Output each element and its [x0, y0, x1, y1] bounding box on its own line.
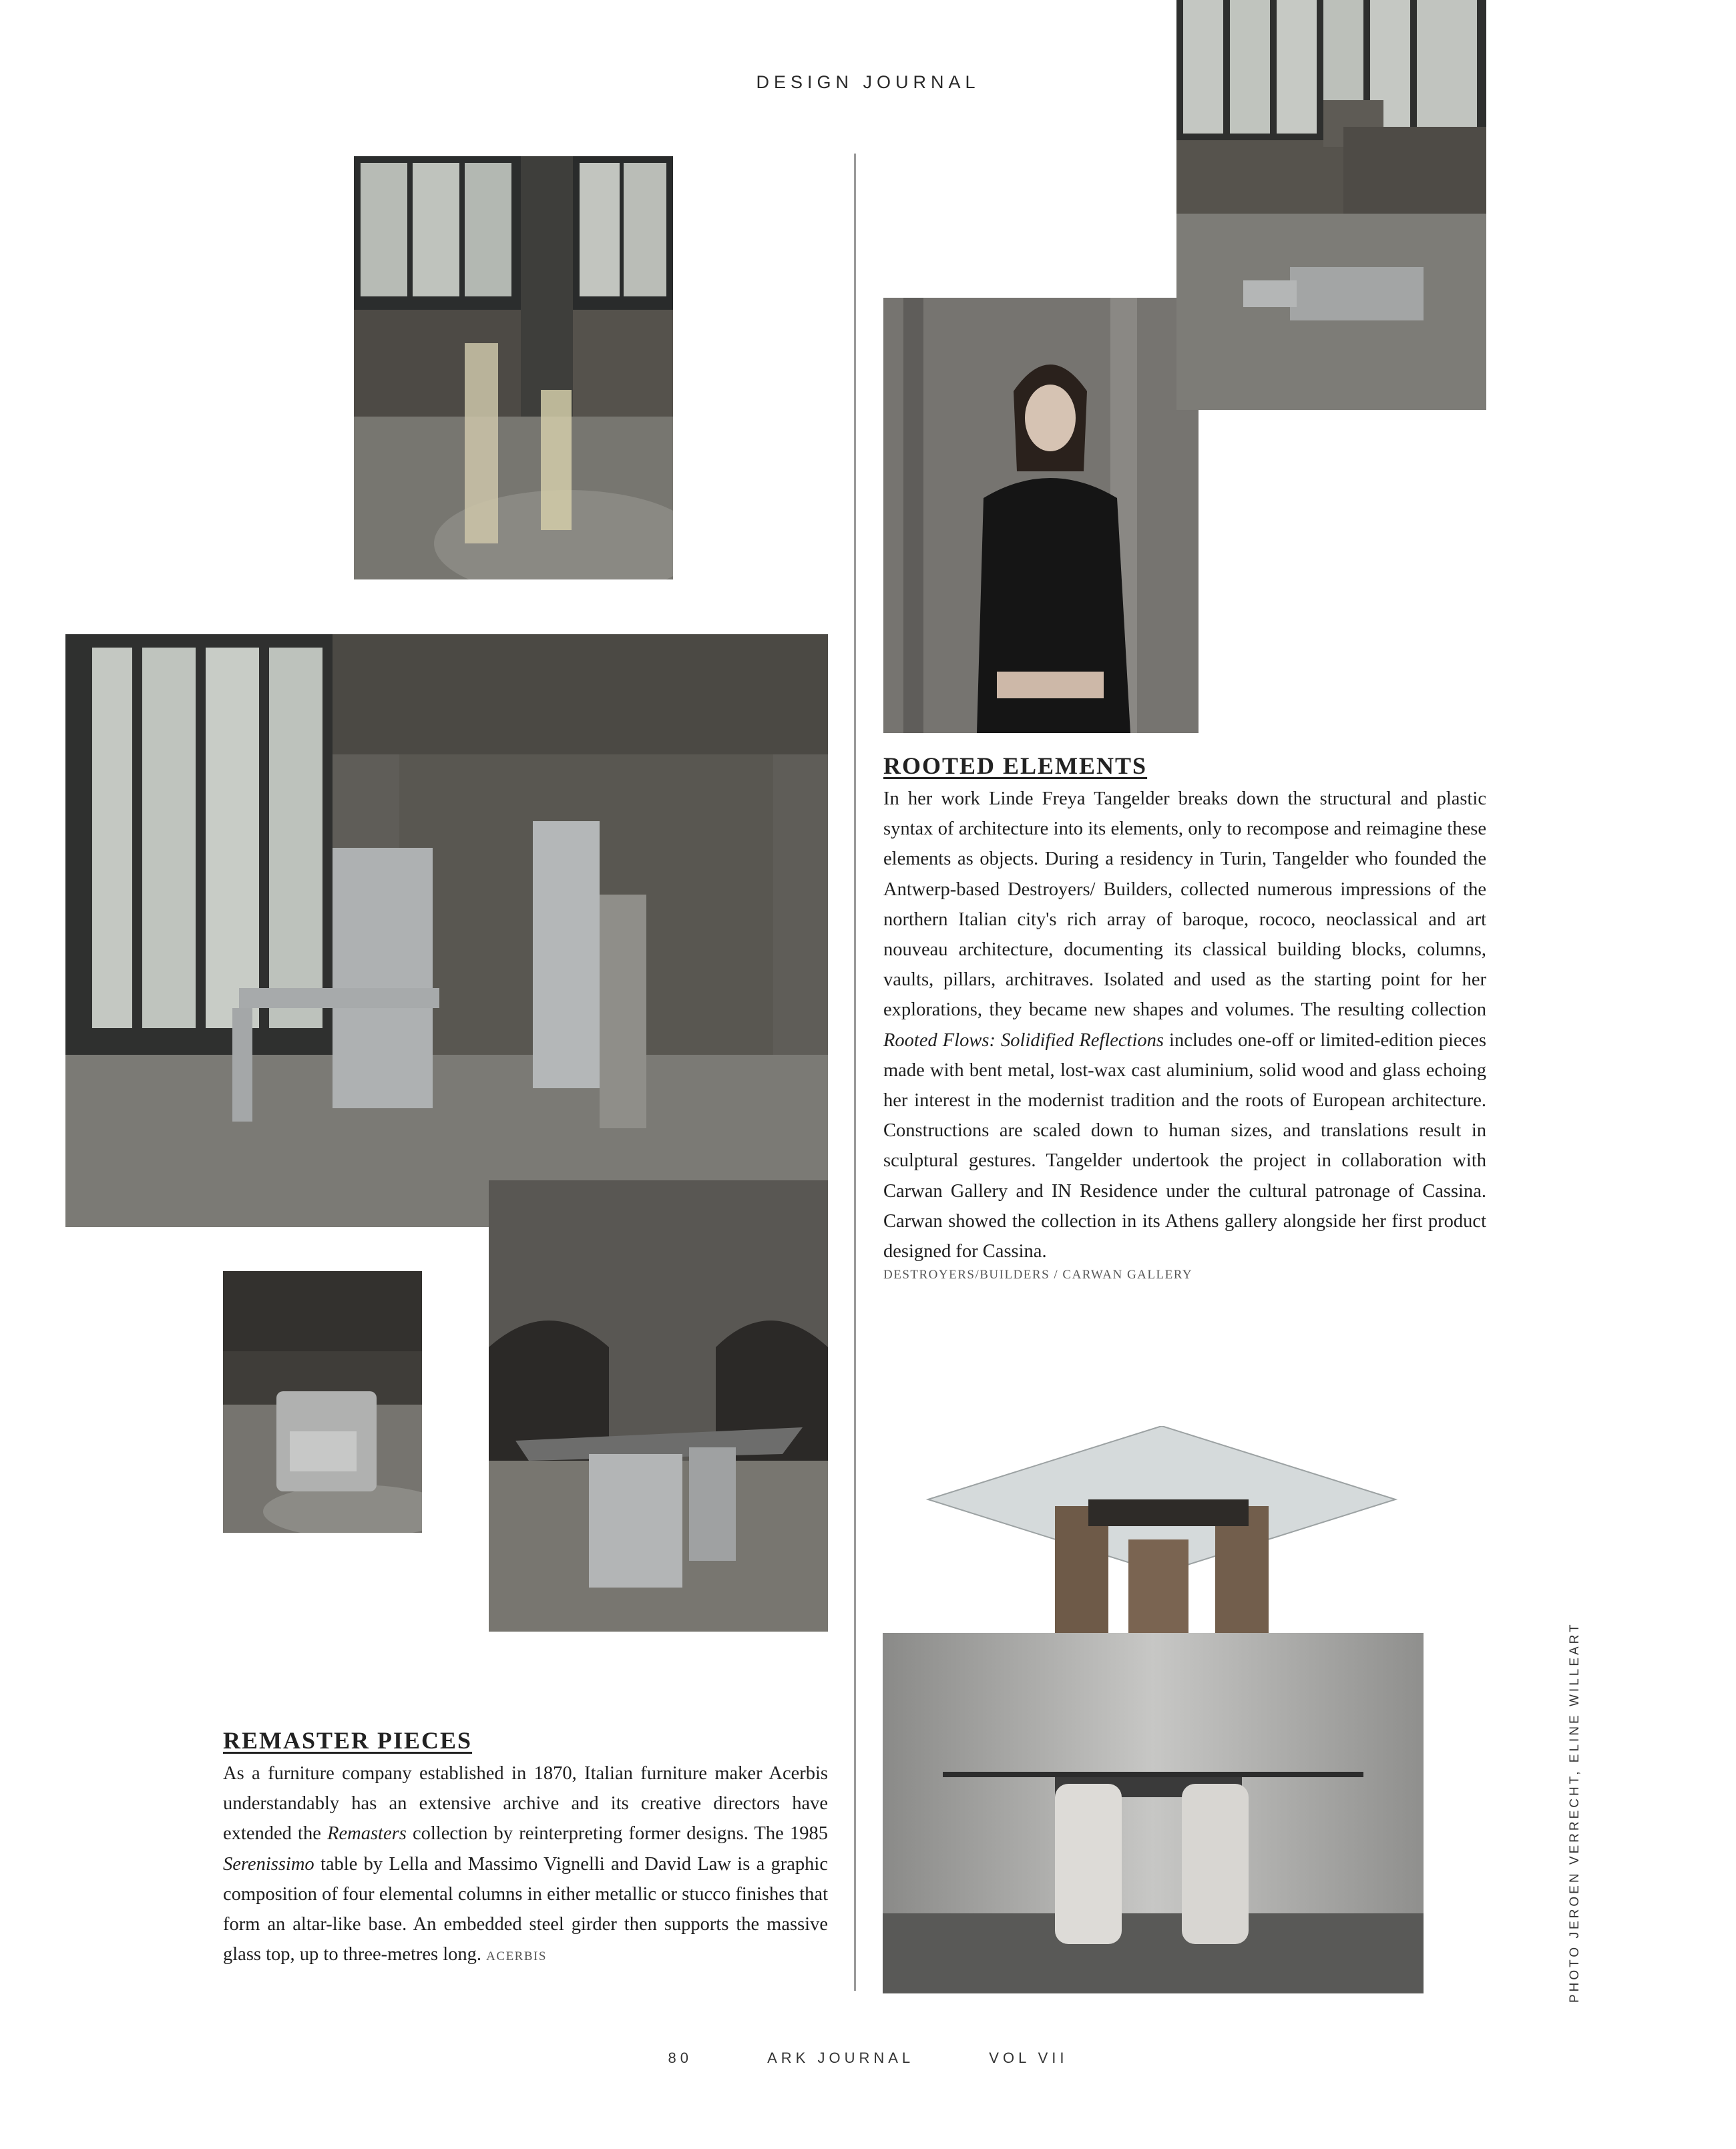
- photo-metal-table-arch: [489, 1180, 828, 1632]
- section-label: DESIGN JOURNAL: [756, 72, 980, 92]
- rooted-photo-credit: DESTROYERS/BUILDERS / CARWAN GALLERY: [883, 1268, 1193, 1282]
- rooted-elements-heading: ROOTED ELEMENTS: [883, 752, 1148, 779]
- photo-serenissimo-long-table: [883, 1633, 1424, 1993]
- photo-aluminium-installation: [65, 634, 828, 1227]
- rooted-collection-title: Rooted Flows: Solidified Reflections: [883, 1029, 1164, 1051]
- vertical-photo-credit: PHOTO JEROEN VERRECHT, ELINE WILLEART: [1568, 1622, 1582, 2003]
- rooted-body-part-2: includes one-off or limited-edition pieces made with bent metal, lost-wax cast aluminium, solid wood and glass echoing her interest in the modernist tradition and the roots of European architecture. Constructions are scaled down to human sizes, and translations result in sculptural gestures. Tangelder undertook the project in collaboration with Carwan Gallery and IN Residence under the cultural patronage of Cassina. Carwan showed the collection in its Athens gallery alongside her first product designed for Cassina.: [883, 1029, 1486, 1262]
- photo-glass-columns-image: [354, 156, 673, 579]
- remaster-body-part-1: As a furniture company established in 1870, Italian furniture maker Acerbis understandably has an extensive archive and its creative directors have extended the: [223, 1763, 828, 1845]
- column-divider: [854, 154, 856, 1991]
- volume-label: VOL VII: [989, 2050, 1068, 2066]
- photo-metal-stool: [223, 1271, 422, 1533]
- rooted-elements-body: [883, 784, 1486, 1266]
- magazine-name: ARK JOURNAL: [767, 2050, 915, 2066]
- photo-serenissimo-long-image: [883, 1633, 1424, 1993]
- remaster-collection-name: Remasters: [327, 1823, 407, 1845]
- photo-metal-table-image: [489, 1180, 828, 1632]
- remaster-pieces-article: [223, 1726, 828, 1971]
- remaster-photo-credit: ACERBIS: [486, 1949, 547, 1964]
- photo-portrait-designer: [883, 298, 1199, 733]
- remaster-pieces-body: [223, 1758, 828, 1971]
- photo-aluminium-image: [65, 634, 828, 1227]
- photo-portrait-image: [883, 298, 1199, 733]
- photo-metal-stool-image: [223, 1271, 422, 1533]
- rooted-elements-article: [883, 752, 1486, 1282]
- remaster-body-part-2: collection by reinterpreting former designs. The 1985: [406, 1823, 828, 1845]
- photo-glass-columns-room: [354, 156, 673, 579]
- remaster-table-name: Serenissimo: [223, 1853, 314, 1875]
- remaster-pieces-heading: REMASTER PIECES: [223, 1727, 473, 1754]
- remaster-body-part-3: table by Lella and Massimo Vignelli and David Law is a graphic composition of four elemental columns in either metallic or stucco finishes that form an altar-like base. An embedded steel girder then supports the massive glass top, up to three-metres long.: [223, 1853, 828, 1965]
- page-number: 80: [668, 2050, 692, 2066]
- photo-stepped-interior-image: [1176, 0, 1486, 410]
- photo-stepped-interior: [1176, 0, 1486, 410]
- page-footer: [0, 2050, 1736, 2067]
- rooted-body-part-1: In her work Linde Freya Tangelder breaks down the structural and plastic syntax of architecture into its elements, only to recompose and reimagine these elements as objects. During a residency in Turin, Tangelder who founded the Antwerp-based Destroyers/ Builders, collected numerous impressions of the northern Italian city's rich array of baroque, rococo, neoclassical and art nouveau architecture, documenting its classical building blocks, columns, vaults, pillars, architraves. Isolated and used as the starting point for her explorations, they became new shapes and volumes. The resulting collection: [883, 788, 1486, 1021]
